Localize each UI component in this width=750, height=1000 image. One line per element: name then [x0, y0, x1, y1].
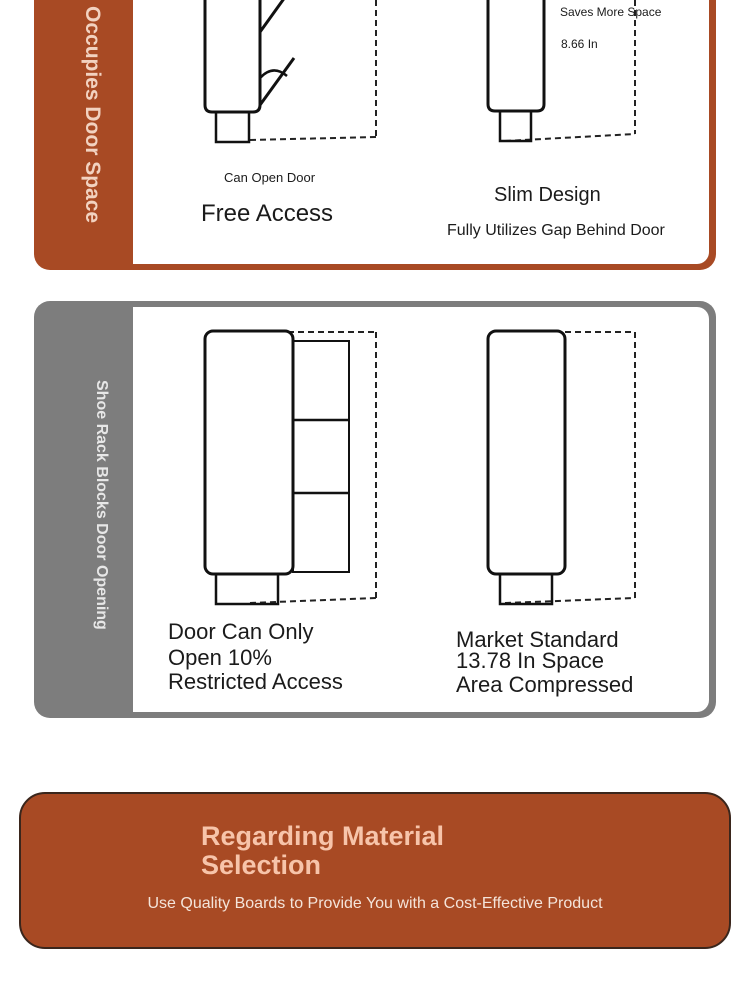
slim-shoe-cabinet-illustration [475, 0, 645, 170]
right-caption-line3: Area Compressed [456, 672, 634, 697]
tilted-shoe-cabinet-illustration [193, 0, 393, 170]
left-caption-small: Can Open Door [224, 170, 316, 185]
panel-side-label: Shoe Rack Blocks Door Opening [93, 380, 110, 630]
left-caption-line1: Door Can Only [168, 619, 314, 644]
right-caption-sub: Fully Utilizes Gap Behind Door [447, 222, 665, 239]
banner-title: Regarding Material Selection [201, 821, 445, 880]
market-standard-comparison-panel [34, 301, 716, 718]
right-caption-line2: 13.78 In Space [456, 648, 605, 673]
panel-content-area [133, 0, 709, 264]
blocked-shoe-cabinet-illustration [193, 322, 393, 612]
standard-shoe-cabinet-illustration [475, 322, 645, 612]
banner-subtitle: Use Quality Boards to Provide You with a Cost-Effective Product [147, 895, 603, 912]
left-caption-line3: Restricted Access [168, 669, 343, 694]
panel-side-label: Occupies Door Space [81, 6, 104, 224]
panel-content-area [133, 307, 709, 712]
right-note-top: Saves More Space [560, 5, 662, 19]
slim-design-comparison-panel [34, 0, 716, 270]
right-caption-large: Slim Design [494, 184, 601, 206]
material-selection-banner [19, 792, 731, 949]
right-caption-line1: Market Standard [456, 627, 619, 652]
left-caption-large: Free Access [201, 200, 334, 227]
left-caption-line2: Open 10% [168, 645, 272, 670]
right-measure: 8.66 In [561, 37, 598, 51]
